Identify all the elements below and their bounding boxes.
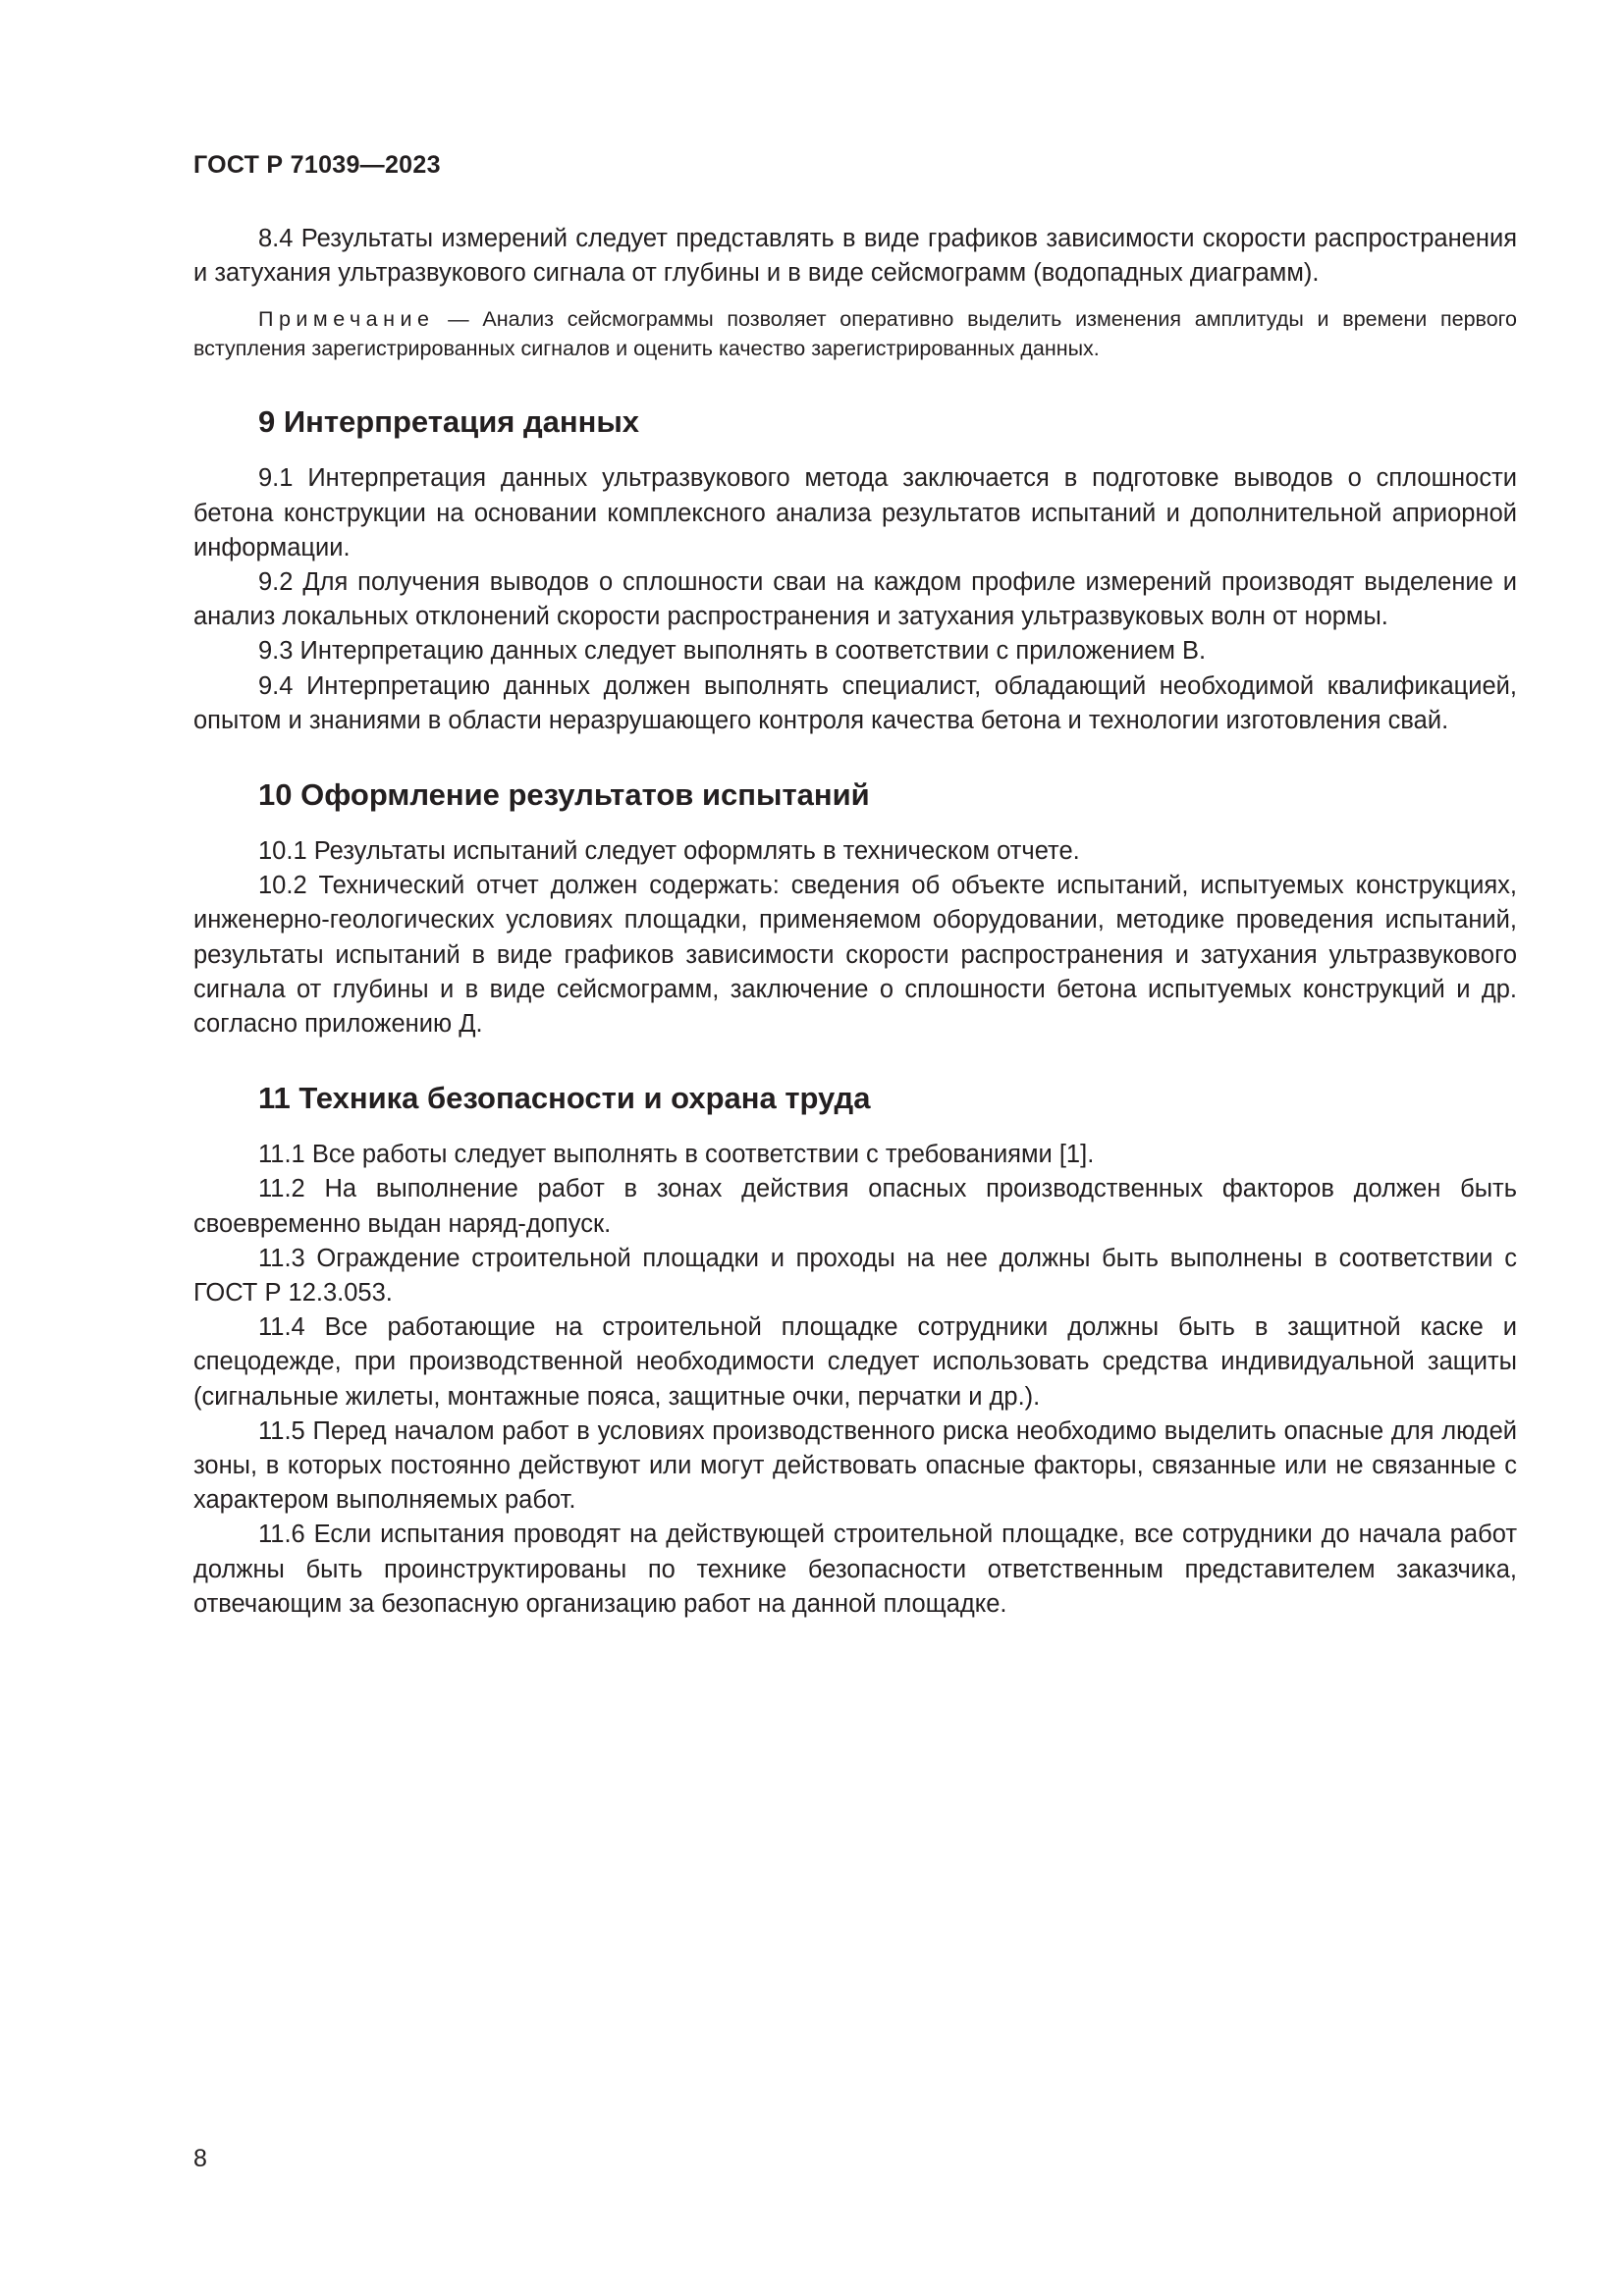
page-content <box>193 222 1517 1622</box>
paragraph-9-3: 9.3 Интерпретацию данных следует выполнять в соответствии с приложением В. <box>258 637 1207 666</box>
paragraph-8-4: 8.4 Результаты измерений следует представлять в виде графиков зависимости скорости распространения и затухания ультразвукового сигнала от глубины и в виде сейсмограмм (водопадных диаграмм). <box>193 225 1517 288</box>
section-9-title: 9 Интерпретация данных <box>258 404 640 440</box>
note <box>193 304 1517 363</box>
page-number: 8 <box>193 2145 207 2172</box>
paragraph-11-4: 11.4 Все работающие на строительной площадке сотрудники должны быть в защитной каске и спецодежде, при производственной необходимости следует использовать средства индивидуальной защиты (сигнальные жилеты, монтажные пояса, защитные очки, перчатки и др.). <box>193 1313 1517 1411</box>
paragraph-9-1: 9.1 Интерпретация данных ультразвукового метода заключается в подготовке выводов о сплошности бетона конструкции на основании комплексного анализа результатов испытаний и дополнительной априорной информации. <box>193 464 1517 561</box>
note-text: — Анализ сейсмограммы позволяет оперативно выделить изменения амплитуды и времени первого вступления зарегистрированных сигналов и оценить качество зарегистрированных данных. <box>193 307 1517 361</box>
paragraph-9-2: 9.2 Для получения выводов о сплошности сваи на каждом профиле измерений производят выделение и анализ локальных отклонений скорости распространения и затухания ультразвуковых волн от нормы. <box>193 568 1517 631</box>
paragraph-10-2: 10.2 Технический отчет должен содержать: сведения об объекте испытаний, испытуемых конструкциях, инженерно-геологических условиях площадки, применяемом оборудовании, методике проведения испытаний, результаты испытаний в виде графиков зависимости скорости распространения и затухания ультразвукового сигнала от глубины и в виде сейсмограмм, заключение о сплошности бетона испытуемых конструкций и др. согласно приложению Д. <box>193 872 1517 1039</box>
document-id-header: ГОСТ Р 71039—2023 <box>193 151 441 179</box>
paragraph-11-3: 11.3 Ограждение строительной площадки и проходы на нее должны быть выполнены в соответствии с ГОСТ Р 12.3.053. <box>193 1244 1517 1308</box>
paragraph-10-1: 10.1 Результаты испытаний следует оформлять в техническом отчете. <box>258 837 1080 866</box>
paragraph-11-5: 11.5 Перед началом работ в условиях производственного риска необходимо выделить опасные для людей зоны, в которых постоянно действуют или могут действовать опасные факторы, связанные или не связанные с характером выполняемых работ. <box>193 1416 1517 1515</box>
note-label: Примечание <box>258 307 435 332</box>
paragraph-11-6: 11.6 Если испытания проводят на действующей строительной площадке, все сотрудники до начала работ должны быть проинструктированы по технике безопасности ответственным представителем заказчика, отвечающим за безопасную организацию работ на данной площадке. <box>193 1521 1517 1618</box>
paragraph-11-1: 11.1 Все работы следует выполнять в соответствии с требованиями [1]. <box>258 1141 1095 1169</box>
paragraph-11-2: 11.2 На выполнение работ в зонах действия опасных производственных факторов должен быть своевременно выдан наряд-допуск. <box>193 1175 1517 1238</box>
section-10-title: 10 Оформление результатов испытаний <box>258 777 870 813</box>
section-11-title: 11 Техника безопасности и охрана труда <box>258 1081 871 1116</box>
paragraph-9-4: 9.4 Интерпретацию данных должен выполнять специалист, обладающий необходимой квалификацией, опытом и знаниями в области неразрушающего контроля качества бетона и технологии изготовления свай. <box>193 671 1517 734</box>
